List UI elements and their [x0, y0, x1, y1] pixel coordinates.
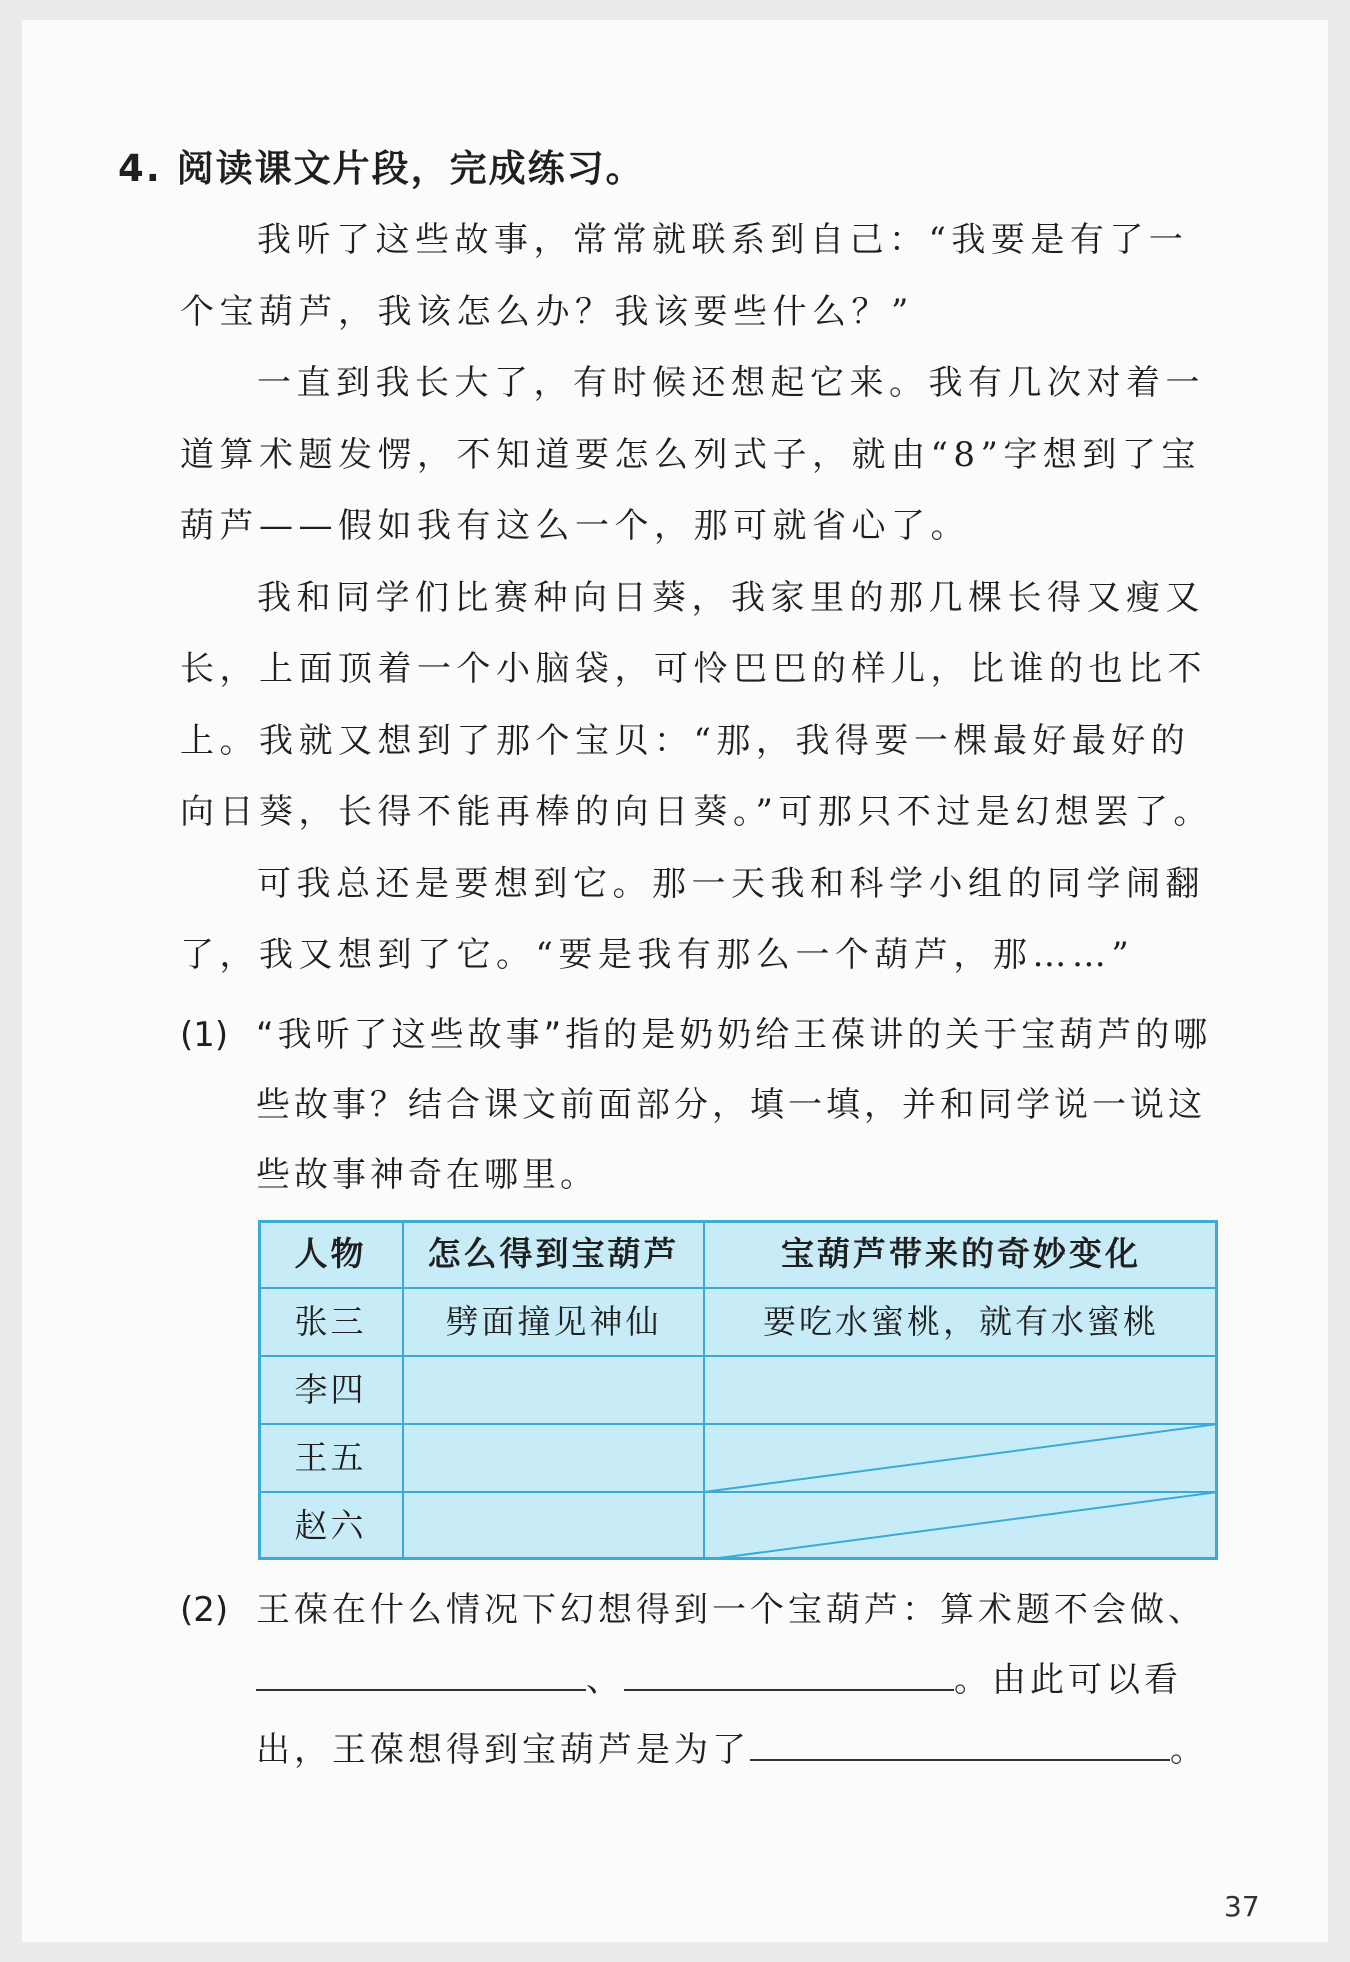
table-cell: 要吃水蜜桃，就有水蜜桃	[763, 1302, 1159, 1341]
answer-blank[interactable]	[750, 1719, 1170, 1761]
question-text: “我听了这些故事”指的是奶奶给王葆讲的关于宝葫芦的哪些故事？结合课文前面部分，填一填，并和同学说一说这些故事神奇在哪里。	[256, 1015, 1212, 1195]
question-text-part: 。由此可以看出，王葆想得到宝葫芦是为了	[256, 1660, 1182, 1770]
passage-paragraph: 可我总还是要想到它。那一天我和科学小组的同学闹翻了，我又想到了它。“要是我有那么一个葫芦，那……”	[180, 863, 1205, 975]
passage-paragraph: 我和同学们比赛种向日葵，我家里的那几棵长得又瘦又长，上面顶着一个小脑袋，可怜巴巴的样儿，比谁的也比不上。我就又想到了那个宝贝：“那，我得要一棵最好最好的向日葵，长得不能再棒的向日葵。”可那只不过是幻想罢了。	[180, 577, 1213, 832]
table-cell: 赵六	[294, 1506, 367, 1545]
exercise-heading: 4. 阅读课文片段，完成练习。	[118, 147, 645, 190]
answer-cell[interactable]	[403, 1424, 704, 1492]
answer-cell[interactable]	[704, 1424, 1218, 1492]
story-table	[258, 1220, 1218, 1560]
reading-passage	[180, 205, 1215, 992]
question-text-part: 王葆在什么情况下幻想得到一个宝葫芦：算术题不会做、	[256, 1590, 1206, 1630]
question-2	[180, 1575, 1215, 1785]
passage-paragraph: 我听了这些故事，常常就联系到自己：“我要是有了一个宝葫芦，我该怎么办？我该要些什么？”	[180, 220, 1189, 332]
question-text	[180, 1575, 1215, 1785]
passage-paragraph: 一直到我长大了，有时候还想起它来。我有几次对着一道算术题发愣，不知道要怎么列式子，就由“8”字想到了宝葫芦——假如我有这么一个，那可就省心了。	[180, 363, 1205, 546]
answer-blank[interactable]	[256, 1649, 586, 1691]
header-how-obtained: 怎么得到宝葫芦	[427, 1234, 680, 1273]
header-magic-change: 宝葫芦带来的奇妙变化	[781, 1234, 1141, 1273]
page-number: 37	[1224, 1890, 1260, 1923]
header-person: 人物	[294, 1234, 367, 1273]
question-1	[180, 1000, 1215, 1210]
separator-mark: 、	[586, 1660, 624, 1700]
answer-cell[interactable]	[704, 1492, 1218, 1560]
answer-cell[interactable]	[403, 1356, 704, 1424]
question-number: (2)	[180, 1590, 229, 1630]
table-cell: 李四	[294, 1370, 367, 1409]
table-cell: 王五	[294, 1438, 367, 1477]
question-number: (1)	[180, 1015, 229, 1055]
answer-cell[interactable]	[403, 1492, 704, 1560]
table-cell: 张三	[294, 1302, 367, 1341]
table-cell: 劈面撞见神仙	[445, 1302, 662, 1341]
end-mark: 。	[1170, 1730, 1208, 1770]
answer-blank[interactable]	[624, 1649, 954, 1691]
answer-cell[interactable]	[704, 1356, 1218, 1424]
